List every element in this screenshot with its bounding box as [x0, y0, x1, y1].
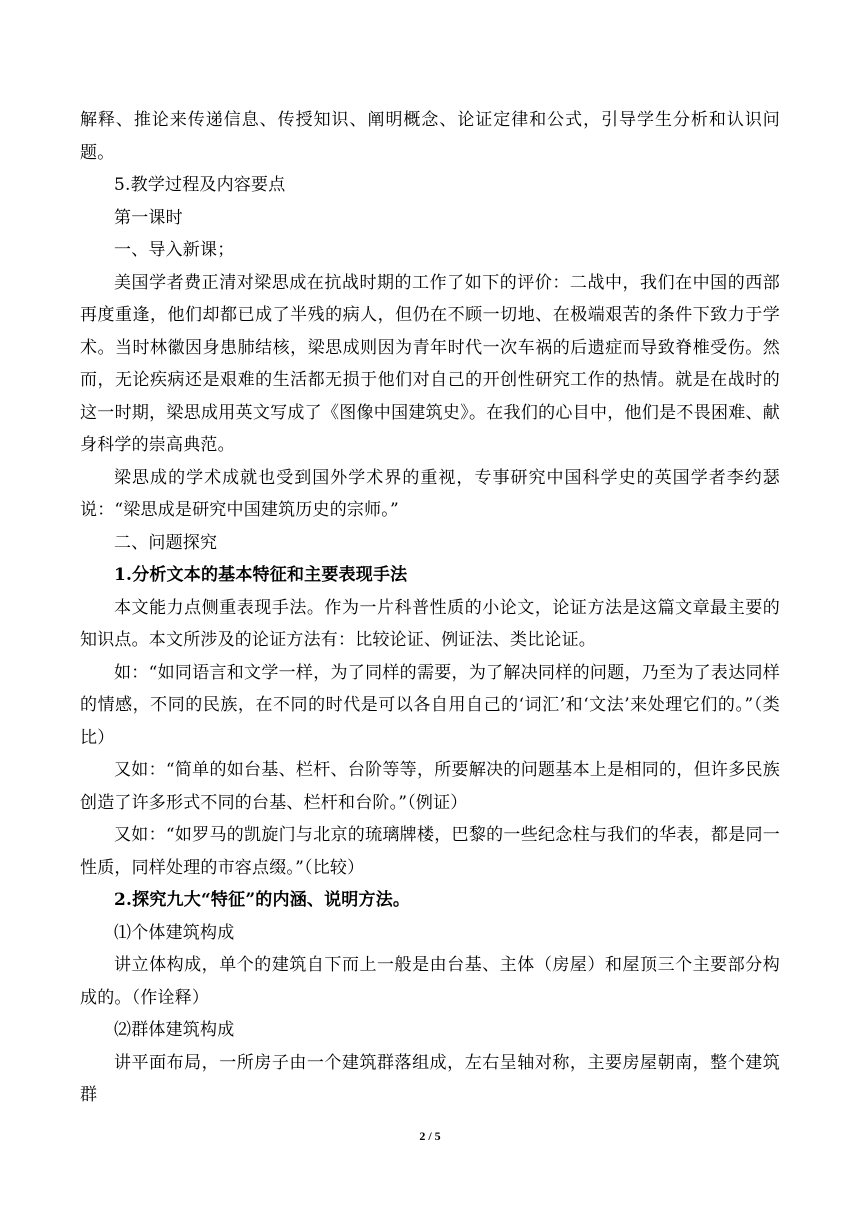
page-number: 2 / 5: [419, 1129, 441, 1143]
paragraph: 美国学者费正清对梁思成在抗战时期的工作了如下的评价：二战中，我们在中国的西部再度重逢，他们却都已成了半残的病人，但仍在不顾一切地、在极端艰苦的条件下致力于学术。当时林徽因身患肺结核，梁思成则因为青年时代一次车祸的后遗症而导致脊椎受伤。然而，无论疾病还是艰难的生活都无损于他们对自己的开创性研究工作的热情。就是在战时的这一时期，梁思成用英文写成了《图像中国建筑史》。在我们的心目中，他们是不畏困难、献身科学的崇高典范。: [80, 272, 780, 455]
paragraph: 讲平面布局，一所房子由一个建筑群落组成，左右呈轴对称，主要房屋朝南，整个建筑群: [80, 1052, 780, 1105]
paragraph: 梁思成的学术成就也受到国外学术界的重视，专事研究中国科学史的英国学者李约瑟说：“梁思成是研究中国建筑历史的宗师。”: [80, 467, 780, 520]
paragraph: 本文能力点侧重表现手法。作为一片科普性质的小论文，论证方法是这篇文章最主要的知识点。本文所涉及的论证方法有：比较论证、例证法、类比论证。: [80, 597, 780, 650]
paragraph: 如：“如同语言和文学一样，为了同样的需要，为了解决同样的问题，乃至为了表达同样的情感，不同的民族，在不同的时代是可以各自用自己的‘词汇’和‘文法’来处理它们的。”（类比）: [80, 662, 780, 748]
section-heading: 1.分析文本的基本特征和主要表现手法: [114, 565, 408, 585]
paragraph: 二、问题探究: [114, 532, 218, 553]
document-body: [80, 104, 780, 1112]
section-heading: 2.探究九大“特征”的内涵、说明方法。: [114, 890, 411, 910]
paragraph: 讲立体构成，单个的建筑自下而上一般是由台基、主体（房屋）和屋顶三个主要部分构成的。（作诠释）: [80, 955, 780, 1008]
paragraph: 又如：“简单的如台基、栏杆、台阶等等，所要解决的问题基本上是相同的，但许多民族创造了许多形式不同的台基、栏杆和台阶。”（例证）: [80, 760, 780, 813]
paragraph: 第一课时: [114, 207, 183, 228]
paragraph: 5.教学过程及内容要点: [114, 175, 286, 195]
paragraph: ⑵群体建筑构成: [114, 1020, 235, 1040]
paragraph: ⑴个体建筑构成: [114, 922, 235, 943]
paragraph: 又如：“如罗马的凯旋门与北京的琉璃牌楼，巴黎的一些纪念柱与我们的华表，都是同一性质，同样处理的市容点缀。”（比较）: [80, 825, 780, 878]
paragraph: 一、导入新课；: [114, 240, 235, 260]
paragraph: 解释、推论来传递信息、传授知识、阐明概念、论证定律和公式，引导学生分析和认识问题。: [80, 110, 780, 163]
